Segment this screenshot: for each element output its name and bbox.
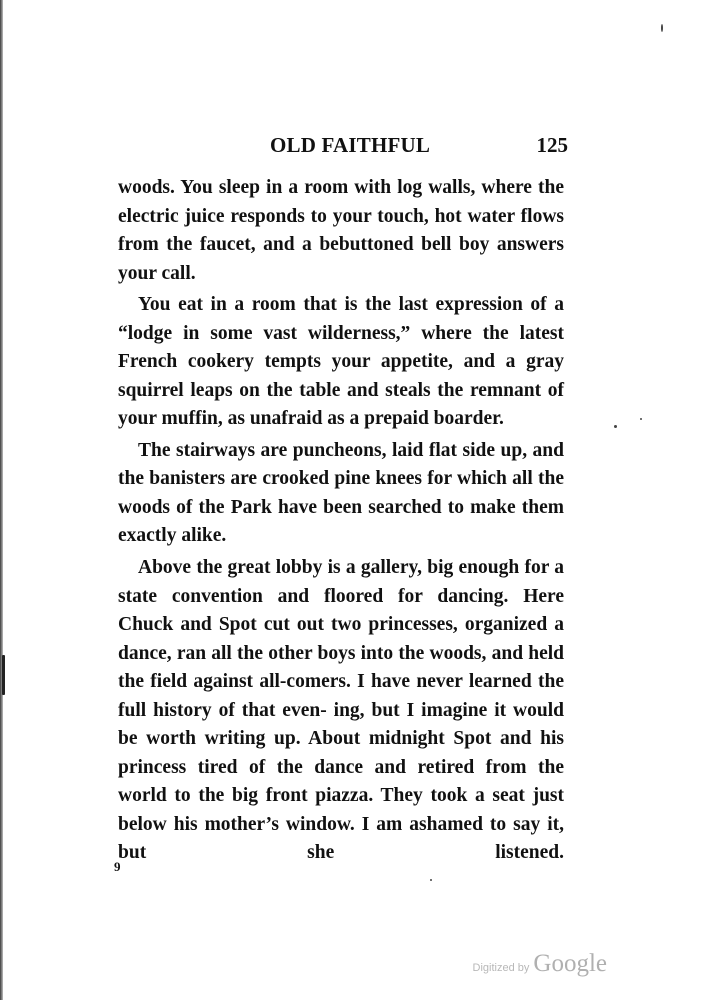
signature-mark: 9 [114, 859, 121, 874]
google-logo: Google [533, 950, 607, 977]
page-number: 125 [536, 133, 568, 157]
ink-speck [614, 425, 617, 428]
ink-speck [640, 418, 642, 420]
body-text [118, 174, 564, 871]
ink-speck [430, 879, 432, 881]
paragraph-1: woods. You sleep in a room with log walls, where the electric juice responds to your touch, hot water flows from the faucet, and a bebuttoned bell boy answers your call. [118, 177, 564, 284]
digitization-watermark [473, 950, 607, 978]
watermark-prefix: Digitized by [472, 962, 530, 974]
running-title: OLD FAITHFUL [270, 133, 431, 157]
paragraph-4: Above the great lobby is a gallery, big enough for a state convention and floored for dancing. Here Chuck and Spot cut out two princesses, organized a dance, ran all the other boys into the woods, and held the field against all-comers. I have never learned the full history of that even- ing, but I imagine it would be worth writing up. About midnight Spot and his princess tired of the dance and retired from the world to the big front piazza. They took a seat just below his mother’s window. I am ashamed to say it, but she listened. [118, 557, 564, 864]
binding-mark [2, 655, 5, 695]
ink-speck [661, 24, 663, 32]
running-header [118, 133, 568, 163]
binding-edge [0, 0, 3, 1000]
paragraph-3: The stairways are puncheons, laid flat side up, and the banisters are crooked pine knees for which all the woods of the Park have been searched to make them exactly alike. [118, 439, 564, 547]
paragraph-2: You eat in a room that is the last expression of a “lodge in some vast wilderness,” where the latest French cookery tempts your appetite, and a gray squirrel leaps on the table and steals the remnant of your muffin, as unafraid as a prepaid boarder. [118, 294, 564, 430]
